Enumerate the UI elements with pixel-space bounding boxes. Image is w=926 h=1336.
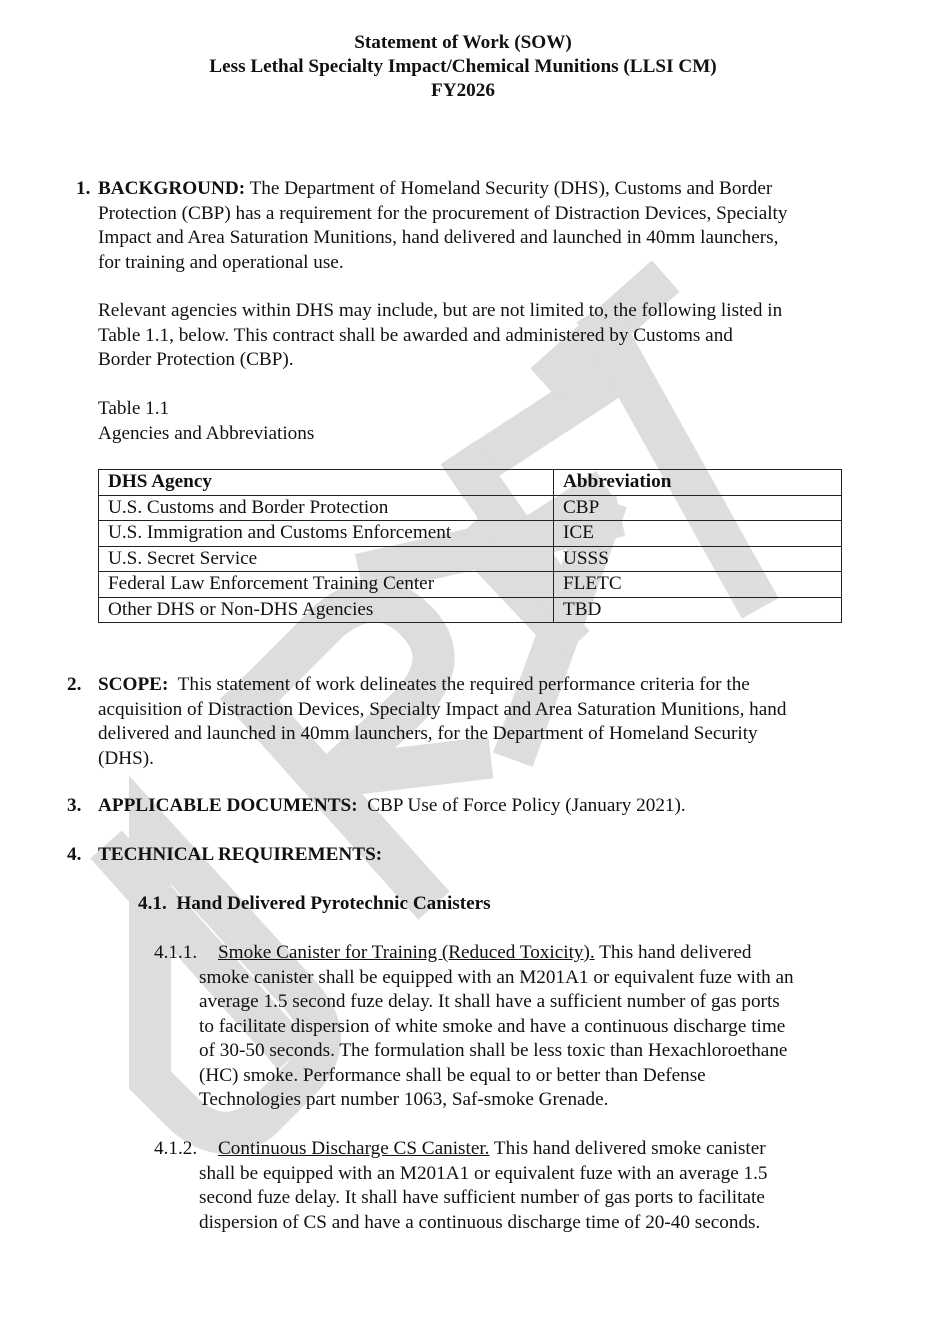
section-scope (67, 673, 867, 771)
section-applicable-documents (67, 794, 867, 819)
section-number: 4. (67, 844, 82, 865)
text-line: This statement of work delineates the required performance criteria for the (177, 674, 750, 695)
section-technical-requirements (67, 843, 867, 868)
text-line: The Department of Homeland Security (DHS), Customs and Border (249, 178, 773, 199)
text-line: Table 1.1, below. This contract shall be awarded and administered by Customs and (98, 324, 733, 346)
abbreviation-cell: TBD (554, 597, 842, 623)
agency-cell: U.S. Secret Service (99, 546, 554, 572)
section-background (76, 177, 876, 275)
table-caption (98, 397, 868, 446)
text-line: shall be equipped with an M201A1 or equivalent fuze with an average 1.5 (199, 1162, 768, 1184)
text-line: of 30-50 seconds. The formulation shall be less toxic than Hexachloroethane (199, 1040, 788, 1061)
section-number: 3. (67, 795, 82, 816)
section-heading: SCOPE: (98, 674, 169, 695)
text-line: second fuze delay. It shall have sufficient number of gas ports to facilitate (199, 1187, 765, 1208)
agencies-table (98, 469, 842, 623)
text-line: Relevant agencies within DHS may include, but are not limited to, the following listed in (98, 300, 783, 321)
section-heading: APPLICABLE DOCUMENTS: (98, 795, 358, 816)
table-title: Agencies and Abbreviations (98, 422, 315, 444)
table-header-row (99, 470, 842, 496)
text-line: Protection (CBP) has a requirement for the procurement of Distraction Devices, Specialty (98, 202, 788, 224)
column-header-abbreviation: Abbreviation (554, 470, 842, 496)
text-line: delivered and launched in 40mm launchers, for the Department of Homeland Security (98, 723, 758, 744)
agencies-paragraph (98, 299, 868, 373)
table-row (99, 597, 842, 623)
subsection-number: 4.1. (138, 893, 167, 914)
subsection-heading: Hand Delivered Pyrotechnic Canisters (176, 893, 491, 914)
agency-cell: U.S. Immigration and Customs Enforcement (99, 521, 554, 547)
abbreviation-cell: USSS (554, 546, 842, 572)
text-line: acquisition of Distraction Devices, Specialty Impact and Area Saturation Munitions, hand (98, 698, 787, 720)
abbreviation-cell: ICE (554, 521, 842, 547)
text-line: smoke canister shall be equipped with an M201A1 or equivalent fuze with an (199, 966, 794, 988)
agency-cell: Other DHS or Non-DHS Agencies (99, 597, 554, 623)
item-4-1-2 (154, 1137, 874, 1235)
section-number: 2. (67, 674, 82, 695)
table-row (99, 495, 842, 521)
table-row (99, 572, 842, 598)
text-line: average 1.5 second fuze delay. It shall have a sufficient number of gas ports (199, 991, 780, 1012)
item-number: 4.1.2. (154, 1138, 198, 1159)
section-text: CBP Use of Force Policy (January 2021). (367, 795, 686, 816)
agency-cell: Federal Law Enforcement Training Center (99, 572, 554, 598)
text-line: Impact and Area Saturation Munitions, hand delivered and launched in 40mm launchers, (98, 227, 779, 248)
agency-cell: U.S. Customs and Border Protection (99, 495, 554, 521)
text-line: Technologies part number 1063, Saf-smoke Grenade. (199, 1089, 609, 1110)
text-line: for training and operational use. (98, 251, 344, 273)
table-row (99, 521, 842, 547)
text-line: to facilitate dispersion of white smoke and have a continuous discharge time (199, 1015, 786, 1037)
text-line: This hand delivered (594, 942, 752, 963)
item-4-1-1 (154, 941, 874, 1113)
section-heading: TECHNICAL REQUIREMENTS: (98, 844, 383, 865)
item-title: Smoke Canister for Training (Reduced Toxicity). (218, 942, 595, 963)
column-header-agency: DHS Agency (99, 470, 554, 496)
item-title: Continuous Discharge CS Canister. (218, 1138, 490, 1159)
title-line-1: Statement of Work (SOW) (354, 32, 572, 53)
section-heading: BACKGROUND: (98, 178, 246, 199)
text-line: (DHS). (98, 747, 154, 769)
title-line-3: FY2026 (431, 80, 495, 101)
document-title-block (0, 31, 926, 103)
table-row (99, 546, 842, 572)
abbreviation-cell: FLETC (554, 572, 842, 598)
abbreviation-cell: CBP (554, 495, 842, 521)
text-line: dispersion of CS and have a continuous discharge time of 20-40 seconds. (199, 1211, 761, 1233)
item-number: 4.1.1. (154, 942, 198, 963)
table-number: Table 1.1 (98, 398, 170, 419)
text-line: This hand delivered smoke canister (489, 1138, 766, 1159)
title-line-2: Less Lethal Specialty Impact/Chemical Munitions (LLSI CM) (209, 56, 717, 77)
subsection-4-1 (138, 892, 491, 917)
text-line: (HC) smoke. Performance shall be equal to or better than Defense (199, 1064, 706, 1086)
text-line: Border Protection (CBP). (98, 349, 294, 370)
section-number: 1. (76, 178, 91, 199)
